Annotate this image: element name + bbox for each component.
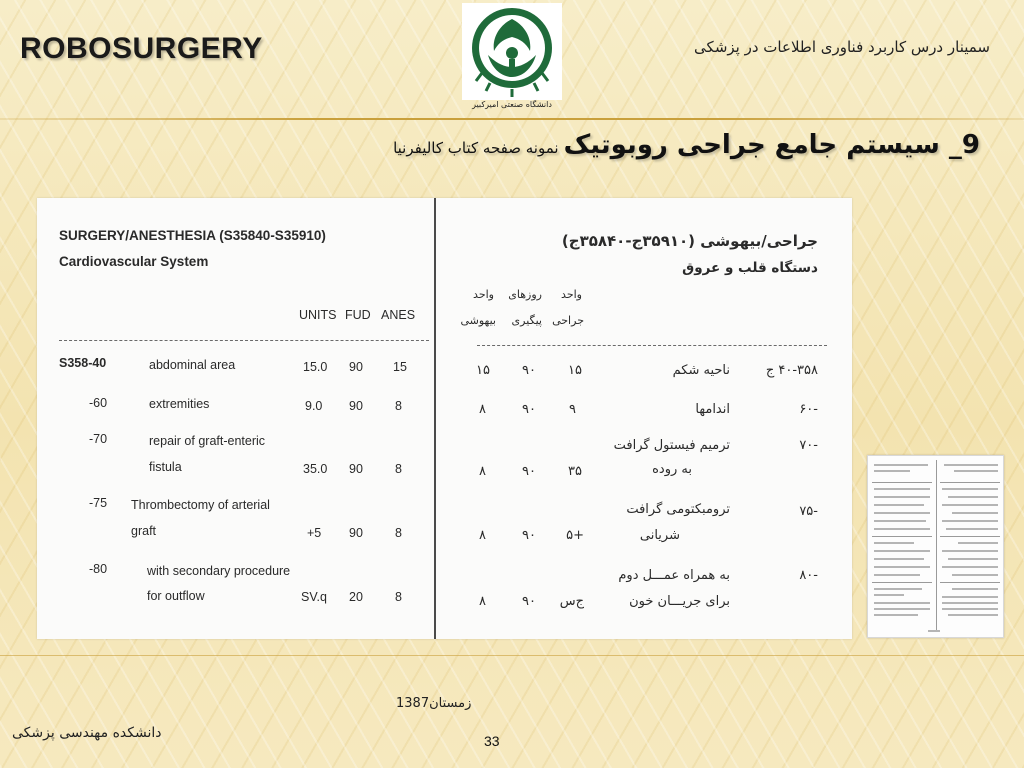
header-divider	[0, 118, 1024, 120]
row-fud: ۹۰	[522, 594, 536, 609]
row-code: -80	[89, 562, 108, 576]
row-anes: 8	[395, 462, 402, 476]
row-code: -60	[89, 396, 108, 410]
university-caption: دانشگاه صنعتی امیرکبیر	[472, 100, 552, 109]
row-units: 9.0	[305, 399, 323, 413]
row-anes-units: ۱۵	[476, 363, 490, 378]
row-code: -۸۰	[799, 568, 818, 583]
row-description: extremities	[149, 397, 210, 411]
row-description: abdominal area	[149, 358, 236, 372]
english-col-fud: FUD	[345, 308, 371, 322]
persian-header-rule	[477, 345, 827, 346]
slide-heading-sub: نمونه صفحه کتاب کالیفرنیا	[393, 139, 559, 157]
english-col-units: UNITS	[299, 308, 337, 322]
row-description: اندامها	[695, 402, 730, 417]
persian-col-anes: واحد	[473, 288, 494, 301]
row-description-cont: for outflow	[147, 589, 205, 603]
book-page-thumbnail	[867, 455, 1004, 638]
english-header-rule	[59, 340, 429, 341]
row-anes-units: ۸	[479, 464, 486, 479]
row-description-cont: به روده	[652, 462, 692, 477]
row-code: -75	[89, 496, 108, 510]
row-description-cont: graft	[131, 524, 157, 538]
university-logo-icon	[462, 3, 562, 100]
row-anes: 8	[395, 526, 402, 540]
row-code: -۷۵	[799, 504, 818, 519]
row-surgery-units: ج‌س	[559, 594, 584, 609]
row-description: به همراه عمـــل دوم	[618, 568, 730, 583]
row-anes-units: ۸	[479, 594, 486, 609]
english-page-subtitle: Cardiovascular System	[59, 254, 209, 269]
row-surgery-units: ۱۵	[568, 363, 582, 378]
slide-heading-main: 9_ سیستم جامع جراحی روبوتیک	[563, 130, 980, 160]
row-description: ناحیه شکم	[672, 363, 730, 378]
row-code: ۴۰-۳۵۸ ج	[765, 363, 818, 378]
english-col-anes: ANES	[381, 308, 416, 322]
row-fud: 90	[349, 360, 363, 374]
row-code: -70	[89, 432, 108, 446]
row-description: with secondary procedure	[147, 564, 291, 578]
english-page-title: SURGERY/ANESTHESIA (S35840-S35910)	[59, 228, 326, 243]
row-surgery-units: +۵	[566, 528, 584, 543]
row-code: -۷۰	[799, 438, 818, 453]
scanned-book-page	[37, 198, 852, 639]
row-description: repair of graft-enteric	[149, 434, 266, 448]
row-fud: 90	[349, 526, 363, 540]
footer-faculty: دانشکده مهندسی پزشکی	[12, 725, 162, 741]
row-description-cont: fistula	[149, 460, 182, 474]
row-units: 15.0	[303, 360, 328, 374]
row-fud: ۹۰	[522, 402, 536, 417]
row-units: SV.q	[301, 590, 327, 604]
persian-col-surgery: واحد	[561, 288, 582, 301]
row-description: ترمیم فیستول گرافت	[613, 438, 730, 453]
row-surgery-units: ۳۵	[568, 464, 582, 479]
row-surgery-units: ۹	[569, 402, 576, 417]
row-description-cont: برای جریـــان خون	[629, 594, 730, 609]
university-logo	[462, 3, 562, 100]
presentation-title: ROBOSURGERY	[20, 32, 263, 65]
persian-page-subtitle: دستگاه قلب و عروق	[682, 260, 818, 276]
row-code: -۶۰	[799, 402, 818, 417]
slide-heading	[393, 130, 980, 160]
footer-divider	[0, 655, 1024, 656]
row-anes: 8	[395, 399, 402, 413]
row-fud: 20	[349, 590, 363, 604]
row-anes: 15	[393, 360, 407, 374]
row-description: Thrombectomy of arterial	[131, 498, 270, 512]
row-fud: ۹۰	[522, 464, 536, 479]
row-anes-units: ۸	[479, 402, 486, 417]
row-fud: 90	[349, 462, 363, 476]
footer-date: زمستان1387	[396, 696, 472, 711]
slide-page-number: 33	[484, 733, 500, 749]
row-fud: ۹۰	[522, 363, 536, 378]
row-fud: 90	[349, 399, 363, 413]
row-units: 35.0	[303, 462, 328, 476]
page-column-divider	[434, 198, 436, 639]
persian-col-surgery-2: جراحی	[552, 314, 584, 327]
seminar-title: سمینار درس کاربرد فناوری اطلاعات در پزشکی	[694, 38, 990, 56]
persian-col-fud: روزهای	[508, 288, 542, 301]
row-fud: ۹۰	[522, 528, 536, 543]
persian-col-anes-2: بیهوشی	[460, 314, 496, 327]
row-description-cont: شریانی	[639, 528, 680, 543]
row-description: ترومبکتومی گرافت	[626, 502, 730, 517]
row-anes: 8	[395, 590, 402, 604]
row-units: +5	[307, 526, 322, 540]
persian-col-fud-2: پیگیری	[511, 314, 542, 327]
row-anes-units: ۸	[479, 528, 486, 543]
row-code: S358-40	[59, 356, 107, 370]
persian-page-title: جراحی/بیهوشی (۳۵۹۱۰ج-۳۵۸۴۰ج)	[561, 232, 818, 250]
